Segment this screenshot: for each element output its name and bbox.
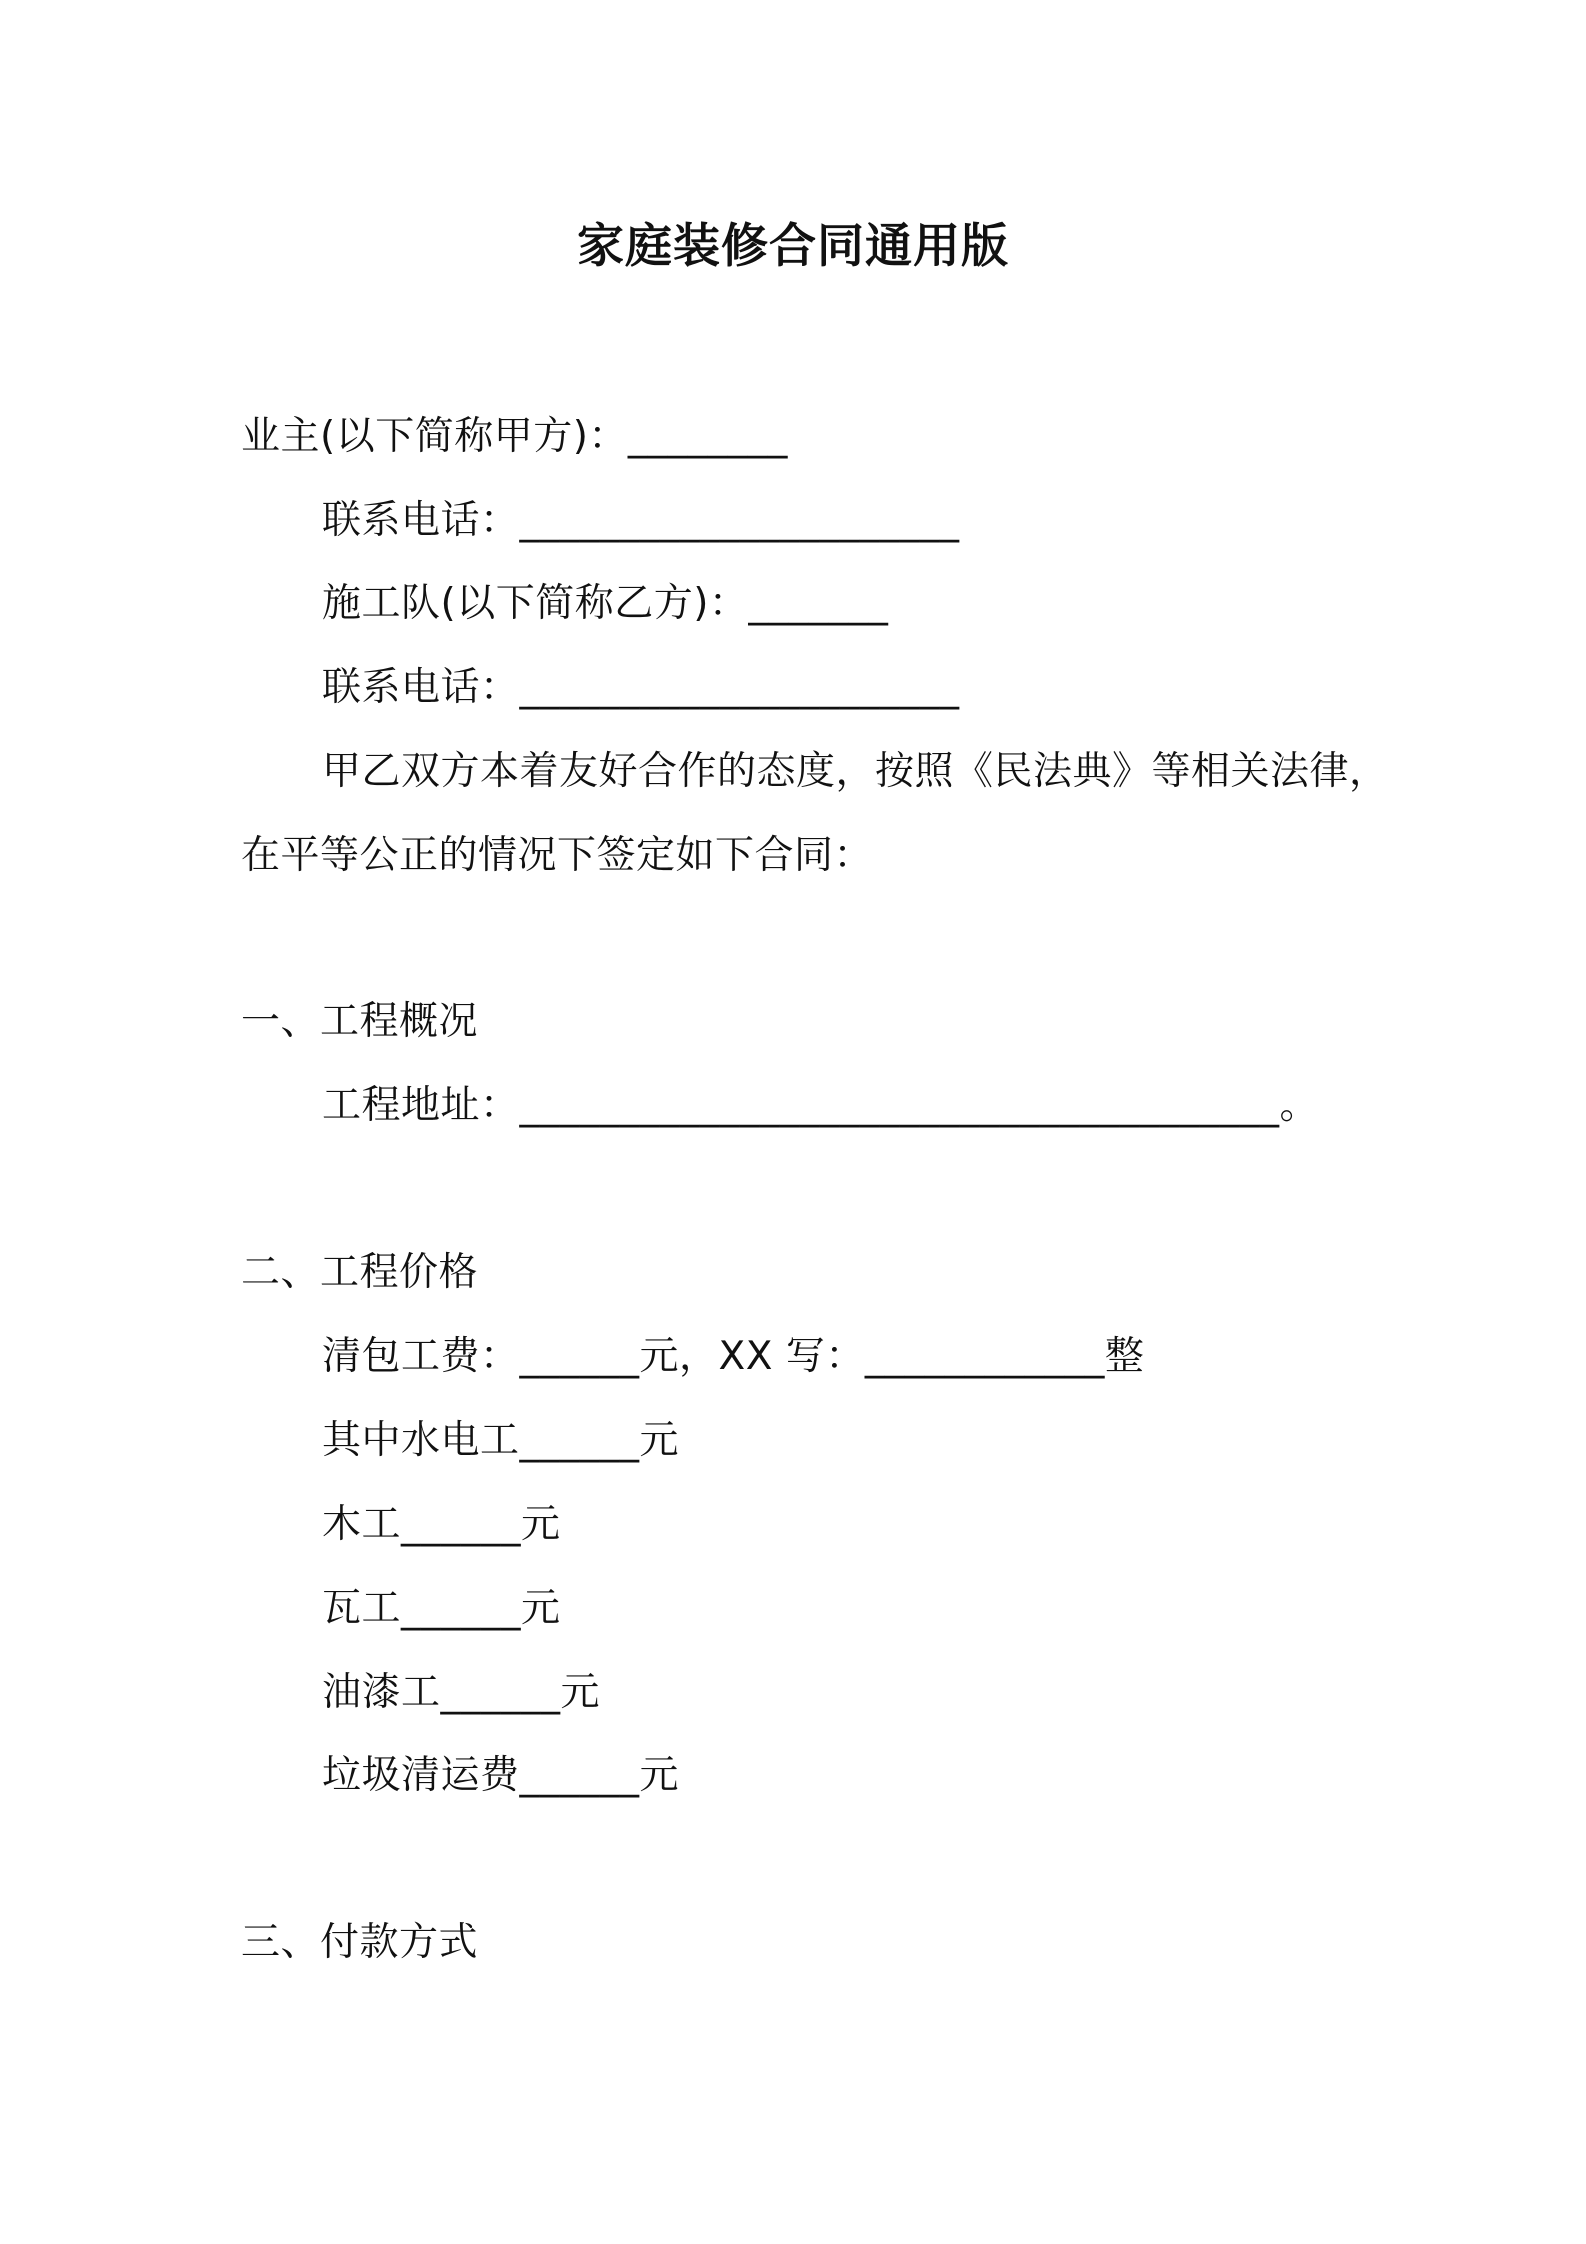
section-heading-overview: 一、工程概况: [241, 999, 479, 1044]
price-line-tiling: 瓦工______元: [322, 1586, 561, 1631]
price-line-waste-removal: 垃圾清运费______元: [322, 1753, 680, 1798]
section-heading-payment: 三、付款方式: [241, 1920, 479, 1965]
project-address-line: 工程地址：______________________________________。: [322, 1083, 1320, 1128]
price-line-carpentry: 木工______元: [322, 1502, 561, 1547]
preamble-line-2: 在平等公正的情况下签定如下合同：: [241, 833, 874, 878]
price-line-plumbing-electric: 其中水电工______元: [322, 1418, 680, 1463]
owner-line: 业主(以下简称甲方)：________: [241, 414, 788, 459]
section-heading-price: 二、工程价格: [241, 1250, 479, 1295]
document-title: 家庭装修合同通用版: [577, 219, 1009, 274]
contractor-phone-line: 联系电话：______________________: [322, 665, 960, 710]
preamble-line-1: 甲乙双方本着友好合作的态度，按照《民法典》等相关法律，: [322, 749, 1389, 794]
price-line-labor: 清包工费：______元，XX 写：____________整: [322, 1334, 1145, 1379]
contractor-line: 施工队(以下简称乙方)：_______: [322, 581, 889, 626]
owner-phone-line: 联系电话：______________________: [322, 498, 960, 543]
price-line-painting: 油漆工______元: [322, 1670, 601, 1715]
